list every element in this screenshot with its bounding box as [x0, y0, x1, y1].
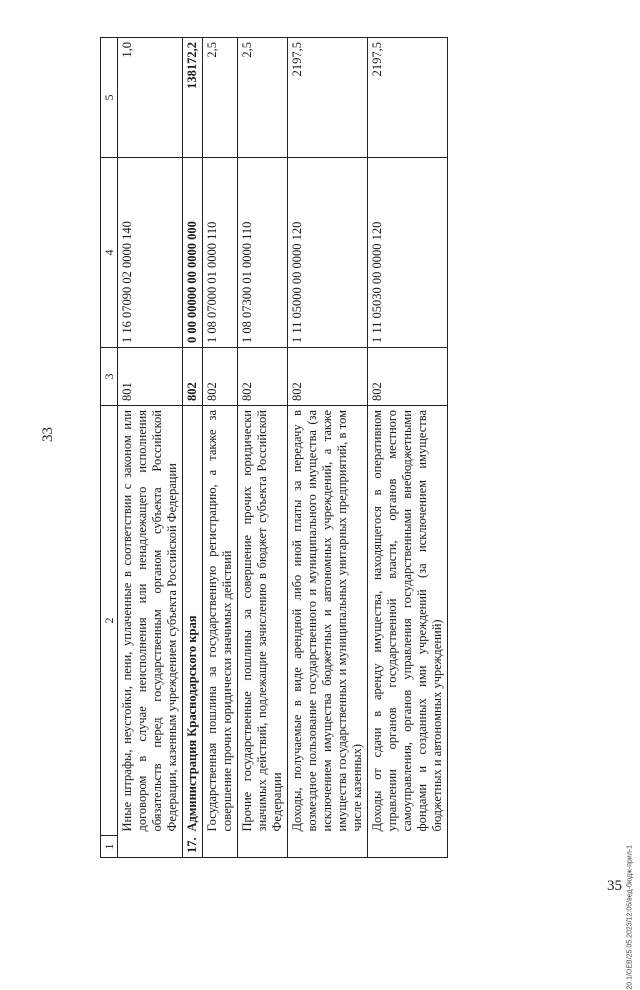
page-number-top: 33: [40, 427, 56, 442]
table-row-section: [183, 38, 203, 858]
row-budget-code: 1 11 05000 00 0000 120: [288, 158, 368, 348]
row-budget-code: 1 11 05030 00 0000 120: [368, 158, 448, 348]
row-number: [118, 836, 183, 858]
header-col-2: 2: [101, 406, 118, 836]
row-number: [288, 836, 368, 858]
row-admin-code: 801: [118, 348, 183, 406]
row-description: Доходы от сдачи в аренду имущества, находящегося в оперативном управлении органов государственной власти, органов местного самоуправления, органов управления государственными внебюджетными фондами и созданных ими учреждений (за исключением имущества бюджетных и автономных учреждений): [368, 406, 448, 836]
row-budget-code: 1 08 07300 01 0000 110: [238, 158, 288, 348]
row-admin-code: 802: [368, 348, 448, 406]
document-side-code: 20.1/ОЕВ/25.05.2023/12:05/вед-бюдж-прил-1: [627, 845, 634, 990]
row-description: Прочие государственные пошлины за совершение прочих юридически значимых действий, подлежащие зачислению в бюджет субъекта Российской Федерации: [238, 406, 288, 836]
row-admin-code: 802: [288, 348, 368, 406]
row-number: [368, 836, 448, 858]
table-row: [368, 38, 448, 858]
row-description: Государственная пошлина за государственную регистрацию, а также за совершение прочих юридически значимых действий: [203, 406, 238, 836]
row-description: Администрация Краснодарского края: [183, 406, 203, 836]
row-amount: 2197,5: [288, 38, 368, 158]
row-number: [203, 836, 238, 858]
row-description: Доходы, получаемые в виде арендной либо иной платы за передачу в возмездное пользование государственного и муниципального имущества (за исключением имущества бюджетных и автономных учреждений, а также имущества государственных и муниципальных унитарных предприятий, в том числе казенных): [288, 406, 368, 836]
revenue-table: [100, 37, 448, 858]
row-admin-code: 802: [183, 348, 203, 406]
page-number-bottom: 35: [607, 878, 622, 894]
header-col-1: 1: [101, 836, 118, 858]
table-row: [238, 38, 288, 858]
row-amount: 2,5: [238, 38, 288, 158]
table-row: [288, 38, 368, 858]
rotated-table-container: [100, 38, 620, 858]
row-admin-code: 802: [238, 348, 288, 406]
header-col-3: 3: [101, 348, 118, 406]
row-budget-code: 1 08 07000 01 0000 110: [203, 158, 238, 348]
row-amount: 138172,2: [183, 38, 203, 158]
table-row: [118, 38, 183, 858]
row-admin-code: 802: [203, 348, 238, 406]
row-description: Иные штрафы, неустойки, пени, уплаченные в соответствии с законом или договором в случае неисполнения или ненадлежащего исполнения обязательств перед государственным органом субъекта Российской Федерации, казенным учреждением субъекта Российской Федерации: [118, 406, 183, 836]
header-col-5: 5: [101, 38, 118, 158]
row-amount: 1,0: [118, 38, 183, 158]
row-budget-code: 1 16 07090 02 0000 140: [118, 158, 183, 348]
header-col-4: 4: [101, 158, 118, 348]
row-number: [238, 836, 288, 858]
row-amount: 2197,5: [368, 38, 448, 158]
table-row: [203, 38, 238, 858]
row-budget-code: 0 00 00000 00 0000 000: [183, 158, 203, 348]
row-amount: 2,5: [203, 38, 238, 158]
table-header-row: [101, 38, 118, 858]
row-number: 17.: [183, 836, 203, 858]
